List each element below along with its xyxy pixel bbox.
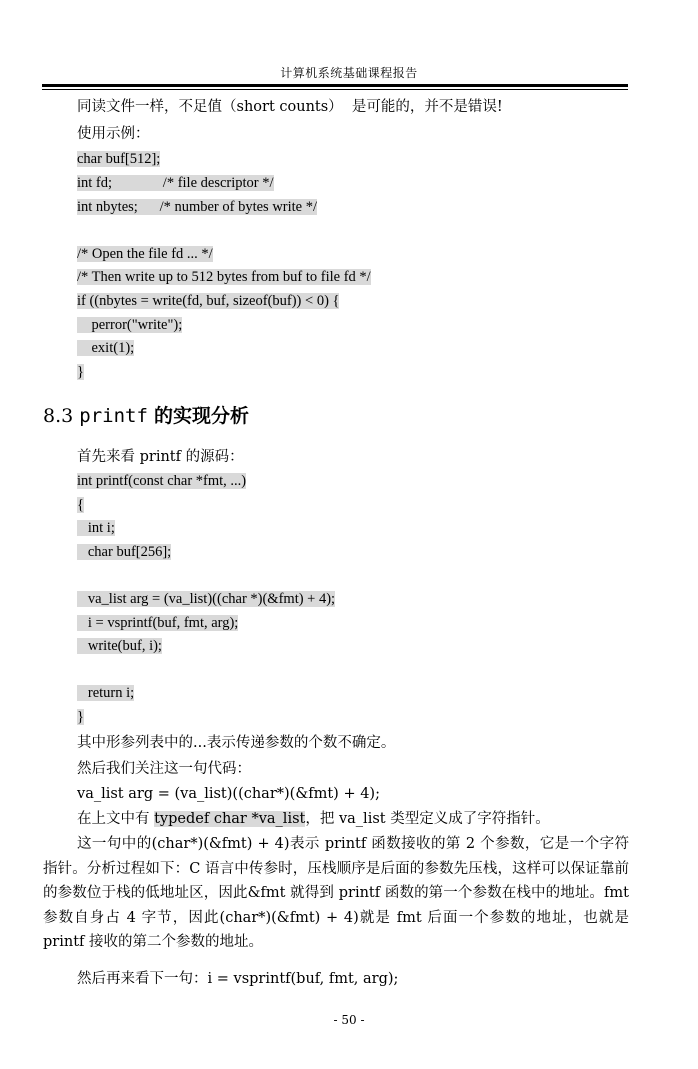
- typedef-before: 在上文中有: [77, 811, 155, 827]
- code-text: char buf[256];: [77, 544, 172, 560]
- code-line: [77, 518, 115, 538]
- body-line: 其中形参列表中的...表示传递参数的个数不确定。: [77, 735, 396, 751]
- analysis-paragraph: 这一句中的(char*)(&fmt) + 4)表示 printf 函数接收的第 2 个参数，它是一个字符指针。分析过程如下：C 语言中传参时，压栈顺序是后面的参数先压栈，这样可以保证靠前的参数位于栈的低地址区，因此&fmt 就得到 printf 函数的第一个参数在栈中的地址。fmt 参数自身占 4 字节，因此(char*)(&fmt) + 4)就是 fmt 后面一个参数的地址，也就是 printf 接收的第二个参数的地址。: [43, 836, 629, 950]
- code-line: [77, 315, 182, 335]
- section-func: printf: [79, 405, 148, 427]
- body-line: 然后我们关注这一句代码：: [77, 761, 251, 777]
- code-text: int printf(const char *fmt, ...): [77, 473, 247, 489]
- code-text: return i;: [77, 685, 135, 701]
- page-number: - 50 -: [333, 1013, 365, 1027]
- code-line: [77, 362, 84, 382]
- code-text: exit(1);: [77, 340, 135, 356]
- code-line: [77, 291, 339, 311]
- code-text: int i;: [77, 520, 115, 536]
- code-text: int fd; /* file descriptor */: [77, 175, 274, 191]
- section-title: 的实现分析: [153, 405, 249, 427]
- intro-line: 同读文件一样，不足值（short counts） 是可能的，并不是错误!: [77, 99, 503, 115]
- code-text: }: [77, 709, 84, 725]
- typedef-line: [77, 809, 550, 829]
- running-header: 计算机系统基础课程报告: [280, 66, 418, 80]
- code-line: [77, 589, 335, 609]
- code-text: if ((nbytes = write(fd, buf, sizeof(buf)) < 0) {: [77, 293, 340, 309]
- code-text: {: [77, 497, 84, 513]
- code-text: int nbytes; /* number of bytes write */: [77, 199, 318, 215]
- code-text: char buf[512];: [77, 151, 161, 167]
- typedef-code: typedef char *va_list: [154, 811, 306, 827]
- body-line: 然后再来看下一句：i = vsprintf(buf, fmt, arg);: [77, 971, 399, 987]
- section-number: 8.3: [43, 405, 74, 427]
- code-text: perror("write");: [77, 317, 183, 333]
- code-line: [77, 683, 134, 703]
- code-line: [77, 338, 134, 358]
- body-line: va_list arg = (va_list)((char*)(&fmt) + 4);: [77, 786, 380, 802]
- code-line: [77, 707, 84, 727]
- code-line: [77, 613, 238, 633]
- code-text: /* Then write up to 512 bytes from buf to file fd */: [77, 269, 371, 285]
- section-heading: [43, 404, 249, 428]
- code-line: [77, 244, 213, 264]
- header-rule-thin: [42, 89, 628, 90]
- code-line: [77, 636, 162, 656]
- code-line: [77, 495, 84, 515]
- intro-line: 使用示例：: [77, 126, 150, 142]
- source-intro: 首先来看 printf 的源码：: [77, 449, 244, 465]
- code-line: [77, 471, 246, 491]
- code-line: [77, 149, 160, 169]
- code-text: /* Open the file fd ... */: [77, 246, 213, 262]
- typedef-after: ，把 va_list 类型定义成了字符指针。: [305, 811, 550, 827]
- header-rule-thick: [42, 84, 628, 87]
- code-text: write(buf, i);: [77, 638, 162, 654]
- code-text: }: [77, 364, 84, 380]
- code-line: [77, 197, 317, 217]
- code-text: va_list arg = (va_list)((char *)(&fmt) + 4);: [77, 591, 336, 607]
- code-line: [77, 173, 274, 193]
- code-line: [77, 267, 371, 287]
- code-text: i = vsprintf(buf, fmt, arg);: [77, 615, 239, 631]
- code-line: [77, 542, 171, 562]
